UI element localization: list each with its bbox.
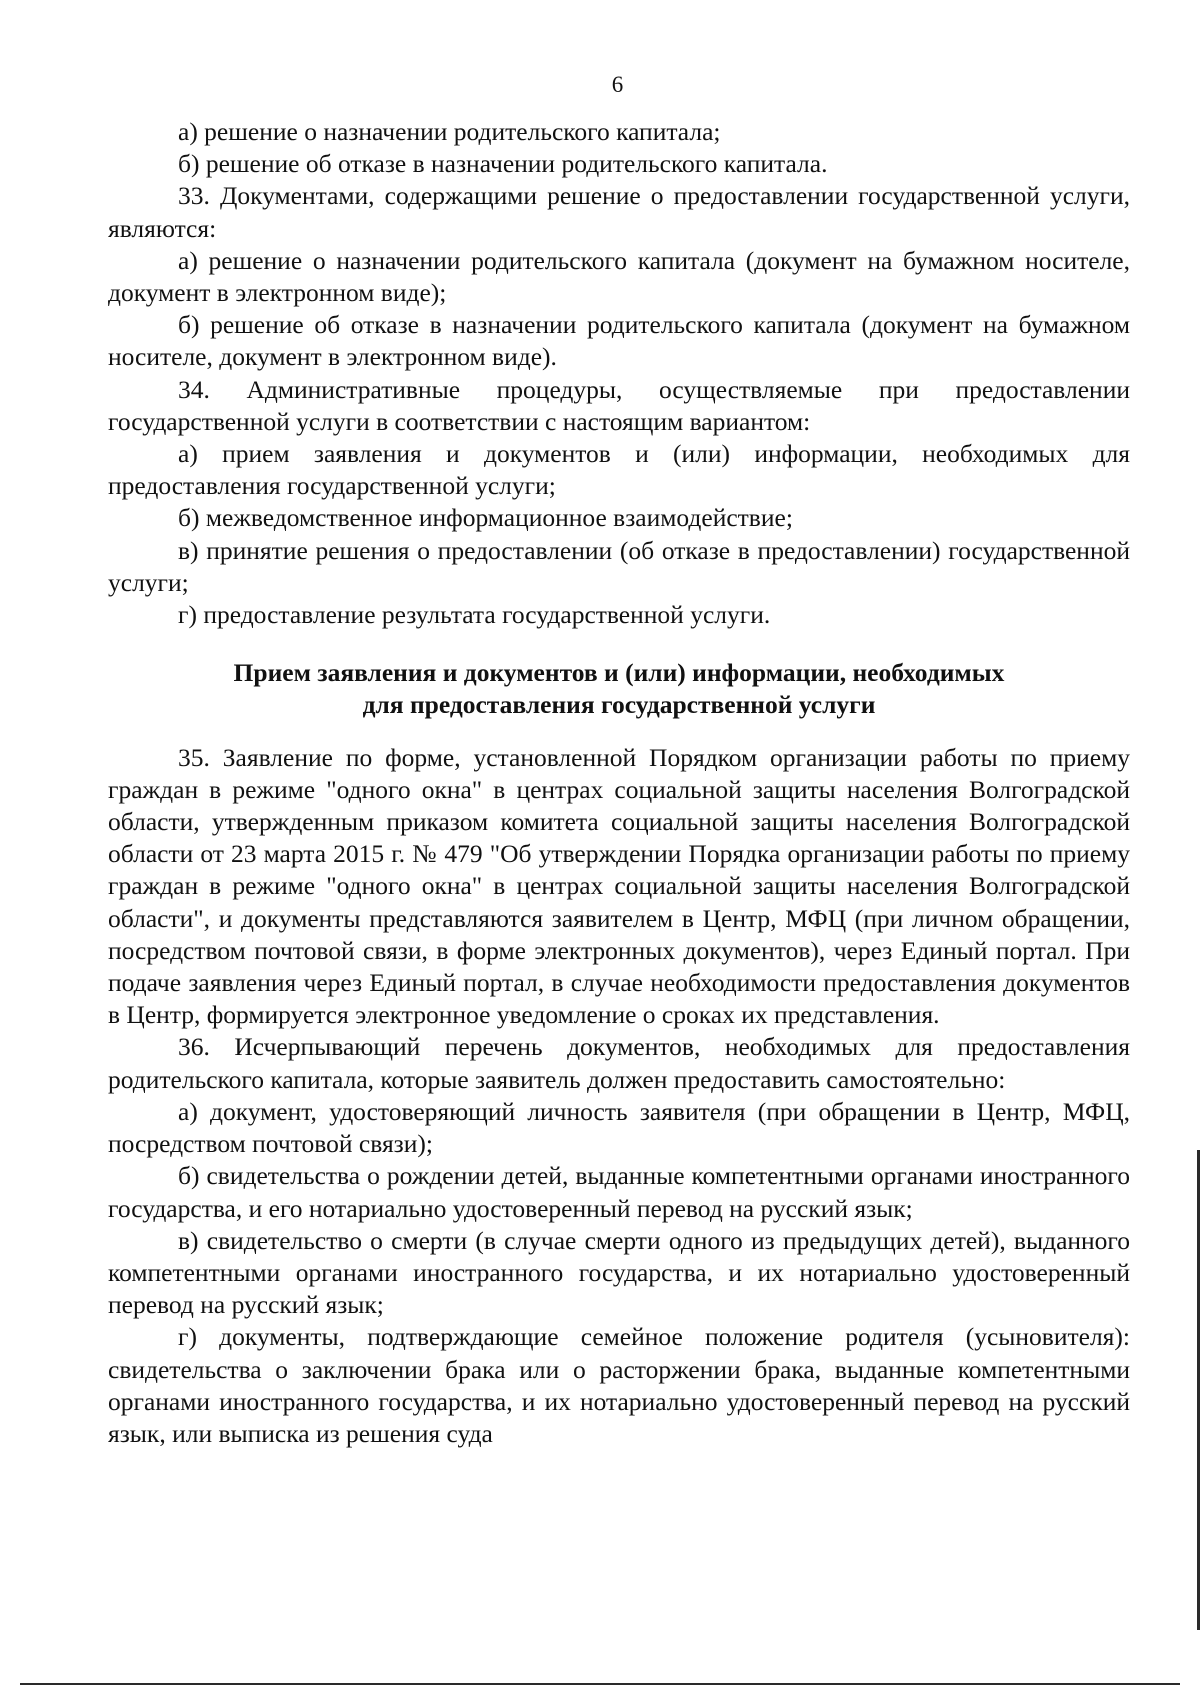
section-heading <box>108 657 1130 721</box>
paragraph-36-g: г) документы, подтверждающие семейное положение родителя (усыновителя): свидетельства о заключении брака или о расторжении брака, выданные компетентными органами иностранного государства, и их нотариально удостоверенный перевод на русский язык, или выписка из решения суда <box>108 1322 1130 1448</box>
paragraph-34-v: в) принятие решения о предоставлении (об отказе в предоставлении) государственной услуги; <box>108 535 1130 597</box>
paragraph-36-v: в) свидетельство о смерти (в случае смерти одного из предыдущих детей), выданного компетентными органами иностранного государства, и их нотариально удостоверенный перевод на русский язык; <box>108 1225 1130 1320</box>
paragraph-a-decision: а) решение о назначении родительского капитала; <box>178 117 721 146</box>
paragraph-36: 36. Исчерпывающий перечень документов, необходимых для предоставления родительского капитала, которые заявитель должен предоставить самостоятельно: <box>108 1032 1130 1094</box>
paragraph-33-a: а) решение о назначении родительского капитала (документ на бумажном носителе, документ в электронном виде); <box>108 245 1130 308</box>
paragraph-34-g: г) предоставление результата государственной услуги. <box>178 600 771 630</box>
paragraph-33: 33. Документами, содержащими решение о предоставлении государственной услуги, являются: <box>108 181 1130 243</box>
paragraph-34-b: б) межведомственное информационное взаимодействие; <box>178 503 793 533</box>
paragraph-35: 35. Заявление по форме, установленной Порядком организации работы по приему граждан в режиме "одного окна" в центрах социальной защиты населения Волгоградской области, утвержденным приказом комитета социальной защиты населения Волгоградской области от 23 марта 2015 г. № 479 "Об утверждении Порядка организации работы по приему граждан в режиме "одного окна" в центрах социальной защиты населения Волгоградской области", и документы представляются заявителем в Центр, МФЦ (при личном обращении, посредством почтовой связи, в форме электронных документов), через Единый портал. При подаче заявления через Единый портал, в случае необходимости предоставления документов в Центр, формируется электронное уведомление о сроках их представления. <box>108 742 1130 1030</box>
scan-bottom-edge <box>20 1683 1180 1685</box>
paragraph-34: 34. Административные процедуры, осуществляемые при предоставлении государственной услуги в соответствии с настоящим вариантом: <box>108 374 1130 436</box>
section-heading-line-2: для предоставления государственной услуги <box>362 690 876 720</box>
paragraph-36-b: б) свидетельства о рождении детей, выданные компетентными органами иностранного государства, и его нотариально удостоверенный перевод на русский язык; <box>108 1161 1130 1223</box>
paragraph-b-refusal: б) решение об отказе в назначении родительского капитала. <box>178 149 828 179</box>
document-body <box>108 116 1130 1450</box>
section-heading-line-1: Прием заявления и документов и (или) информации, необходимых <box>233 658 1005 688</box>
paragraph-34-a: а) прием заявления и документов и (или) информации, необходимых для предоставления государственной услуги; <box>108 439 1130 501</box>
paragraph-33-b: б) решение об отказе в назначении родительского капитала (документ на бумажном носителе, документ в электронном виде). <box>108 310 1130 372</box>
page-number: 6 <box>611 72 624 97</box>
paragraph-36-a: а) документ, удостоверяющий личность заявителя (при обращении в Центр, МФЦ, посредством почтовой связи); <box>108 1096 1130 1159</box>
